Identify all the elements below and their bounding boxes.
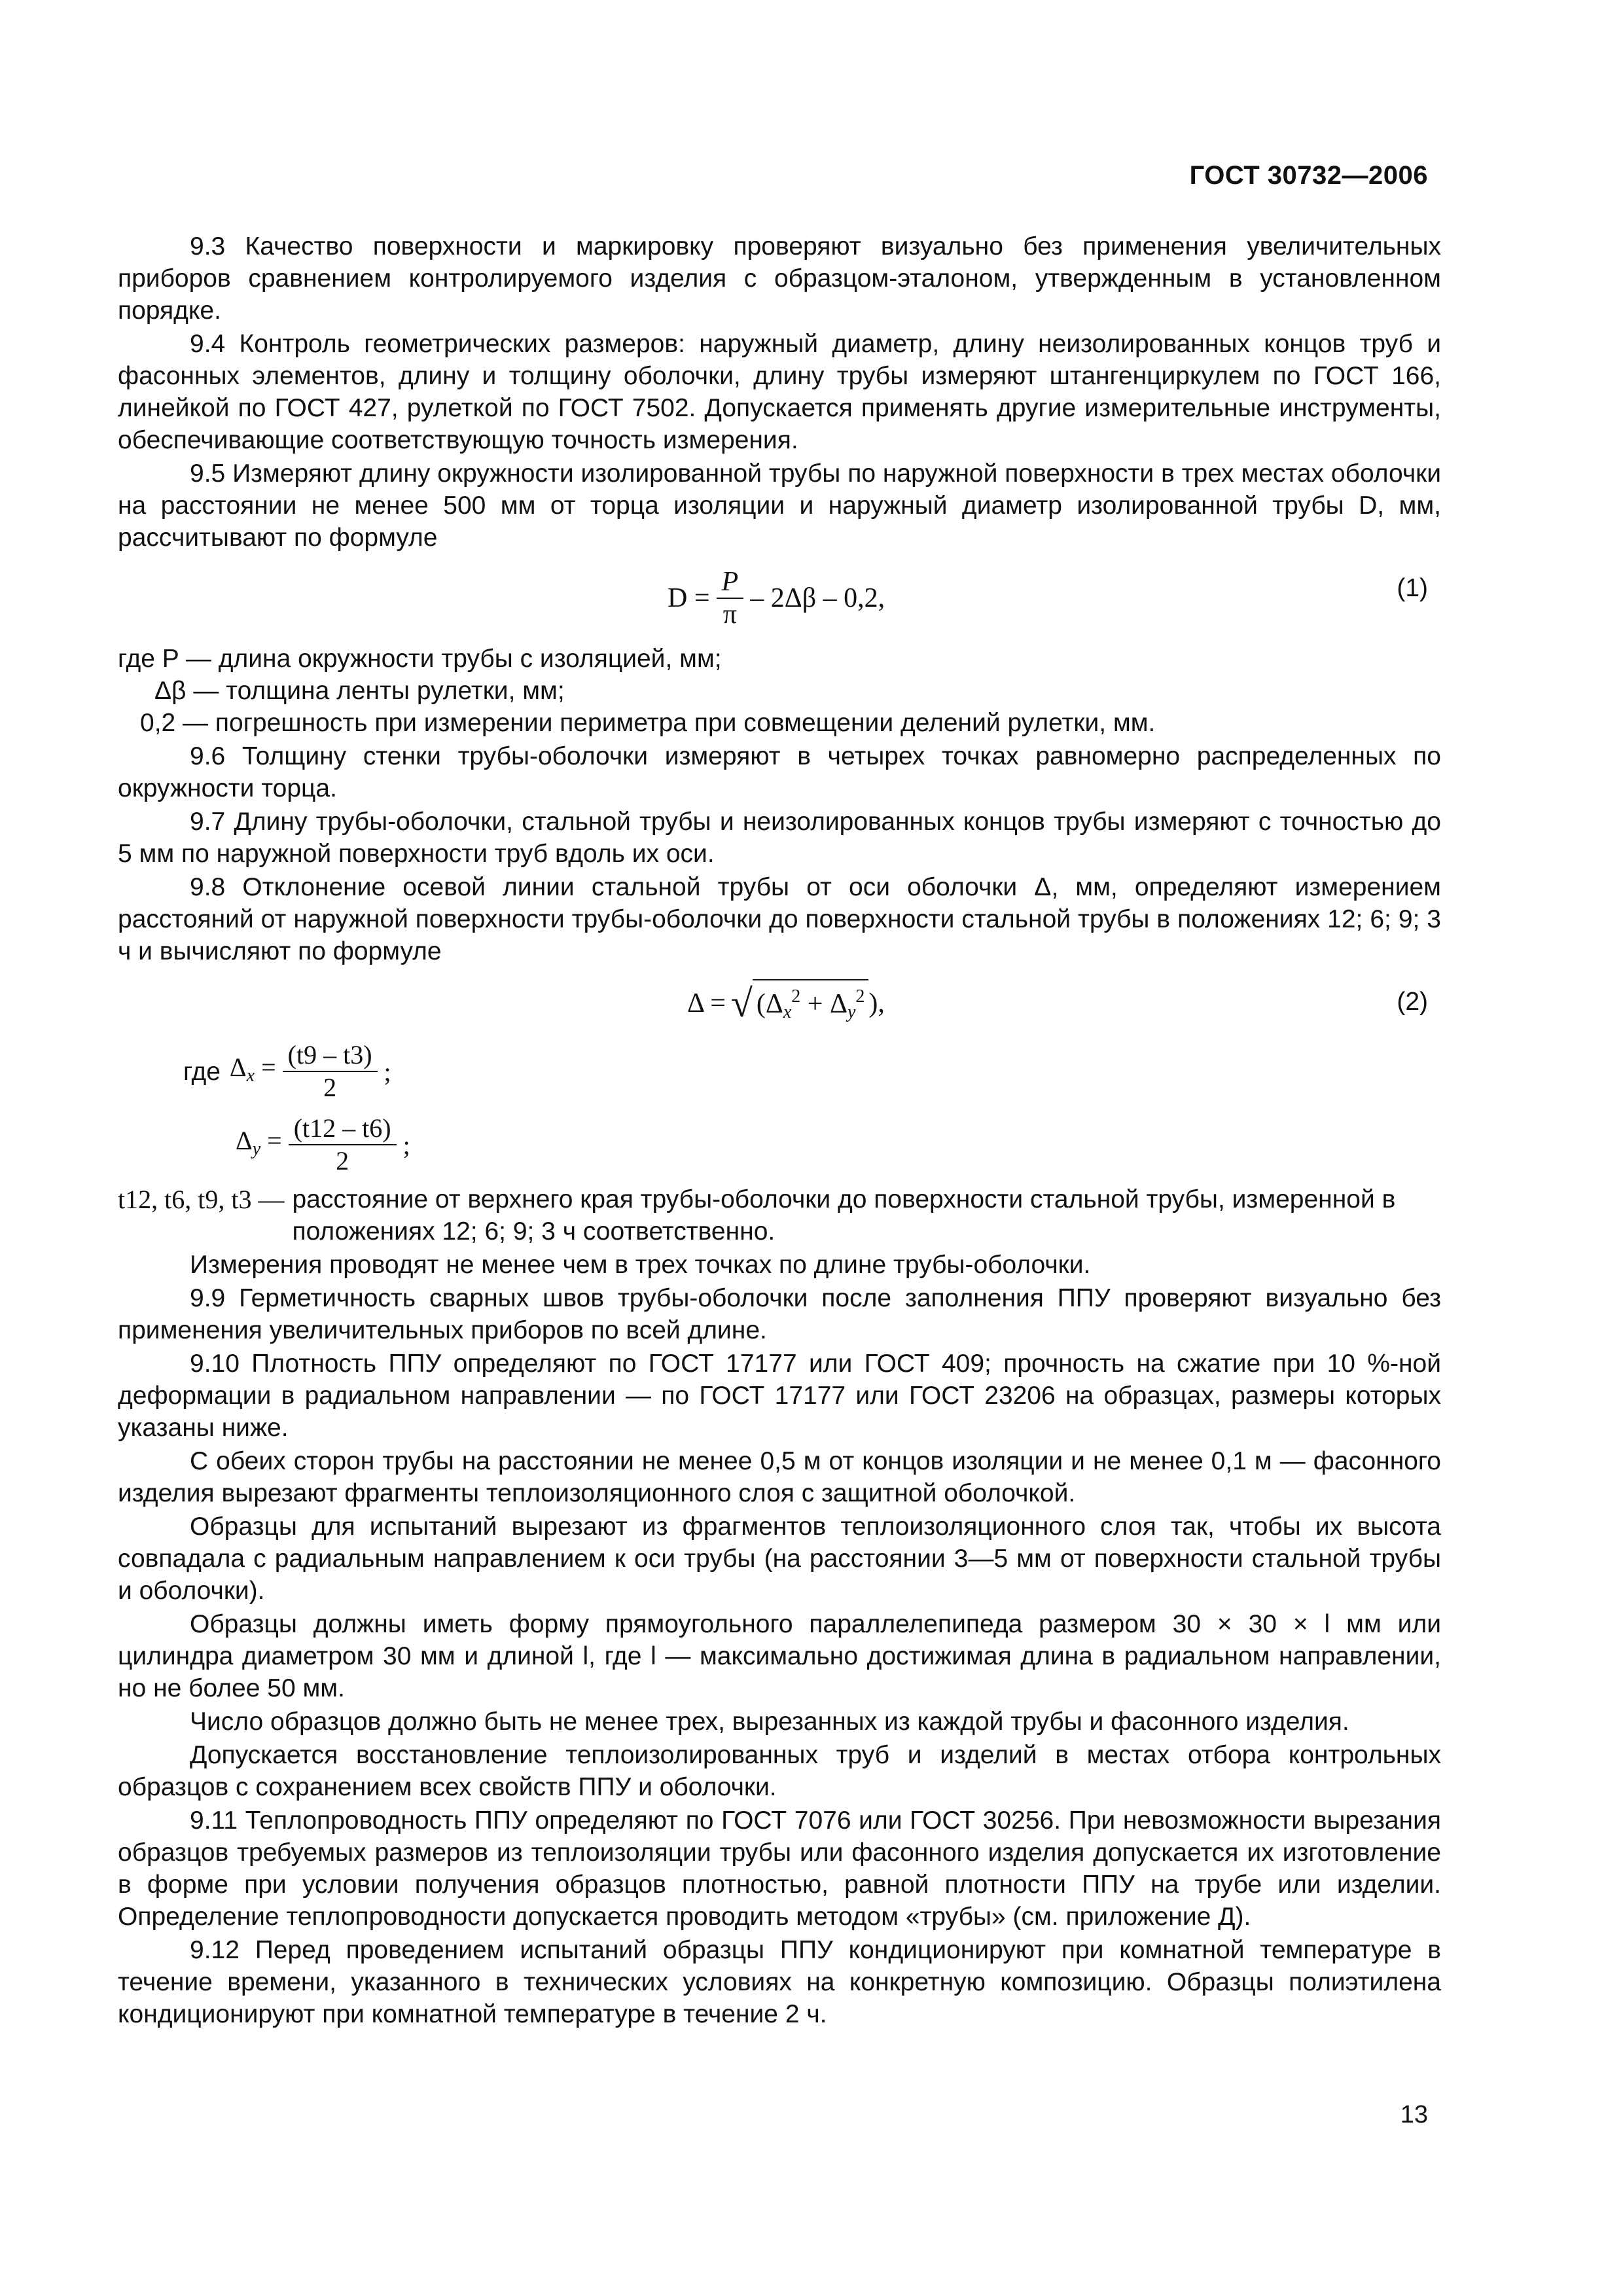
formula-1-number: (1) <box>1397 574 1428 602</box>
paragraph-9-9: 9.9 Герметичность сварных швов трубы-оболочки после заполнения ППУ проверяют визуально без применения увеличительных приборов по всей длине. <box>118 1284 1441 1344</box>
t-definition <box>118 1183 1441 1247</box>
paragraph-measurements: Измерения проводят не менее чем в трех точках по длине трубы-оболочки. <box>190 1251 1091 1279</box>
paragraph-9-4: 9.4 Контроль геометрических размеров: наружный диаметр, длину неизолированных концов труб и фасонных элементов, длину и толщину оболочки, длину трубы измеряют штангенциркулем по ГОСТ 166, линейкой по ГОСТ 427, рулеткой по ГОСТ 7502. Допускается применять другие измерительные инструменты, обеспечивающие соответствующую точность измерения. <box>118 330 1441 454</box>
formula-1 <box>118 560 1441 636</box>
formula-2-lhs: Δ = <box>687 988 726 1018</box>
delta-y-numerator: (t12 – t6) <box>289 1113 397 1145</box>
definition-p: где P — длина окружности трубы с изоляцией, мм; <box>118 645 722 673</box>
paragraph-9-5: 9.5 Измеряют длину окружности изолированной трубы по наружной поверхности в трех местах оболочки на расстоянии не менее 500 мм от торца изоляции и наружный диаметр изолированной трубы D, мм, рассчитывают по формуле <box>118 459 1441 552</box>
paragraph-9-3: 9.3 Качество поверхности и маркировку проверяют визуально без применения увеличительных приборов сравнением контролируемого изделия с образцом-эталоном, утвержденным в установленном порядке. <box>118 232 1441 325</box>
formula-1-rest: – 2Δβ – 0,2, <box>750 583 885 613</box>
t-definition-label: t12, t6, t9, t3 — <box>118 1185 285 1214</box>
paragraph-9-11: 9.11 Теплопроводность ППУ определяют по ГОСТ 7076 или ГОСТ 30256. При невозможности вырезания образцов требуемых размеров из теплоизоляции трубы или фасонного изделия допускается их изготовление в форме при условии получения образцов плотностью, равной плотности ППУ на трубе или изделии. Определение теплопроводности допускается проводить методом «трубы» (см. приложение Д). <box>118 1806 1441 1931</box>
definition-delta-beta: Δβ — толщина ленты рулетки, мм; <box>154 677 565 705</box>
formula-1-denominator: π <box>722 600 737 630</box>
paragraph-9-7: 9.7 Длину трубы-оболочки, стальной трубы и неизолированных концов трубы измеряют с точностью до 5 мм по наружной поверхности труб вдоль их оси. <box>118 808 1441 868</box>
paragraph-sample-shape: Образцы должны иметь форму прямоугольного параллелепипеда размером 30 × 30 × l мм или цилиндра диаметром 30 мм и длиной l, где l — максимально достижимая длина в радиальном направлении, но не более 50 мм. <box>118 1610 1441 1702</box>
paragraph-9-12: 9.12 Перед проведением испытаний образцы ППУ кондиционируют при комнатной температуре в течение времени, указанного в технических условиях на конкретную композицию. Образцы полиэтилена кондиционируют при комнатной температуре в течение 2 ч. <box>118 1936 1441 2028</box>
delta-y-denominator: 2 <box>336 1146 349 1175</box>
t-definition-text: расстояние от верхнего края трубы-оболочки до поверхности стальной трубы, измеренной в положениях 12; 6; 9; 3 ч соответственно. <box>292 1185 1396 1246</box>
formula-1-numerator: P <box>717 566 744 599</box>
formula-1-lhs: D = <box>668 583 710 613</box>
where-word: где <box>183 1057 221 1086</box>
formula-2-sqrt: √ ($\Delta_x^2 + \Delta_y^2$ <box>731 979 869 1028</box>
formula-1-definitions <box>118 643 1441 739</box>
paragraph-9-8: 9.8 Отклонение осевой линии стальной трубы от оси оболочки Δ, мм, определяют измерением расстояний от наружной поверхности трубы-оболочки до поверхности стальной трубы в положениях 12; 6; 9; 3 ч и вычисляют по формуле <box>118 873 1441 965</box>
page-number: 13 <box>1400 2101 1428 2128</box>
formula-1-fraction <box>717 566 744 630</box>
formula-2-rest: ), <box>868 988 885 1018</box>
formula-2 <box>118 974 1441 1033</box>
paragraph-samples: Образцы для испытаний вырезают из фрагментов теплоизоляционного слоя так, чтобы их высота совпадала с радиальным направлением к оси трубы (на расстоянии 3—5 мм от поверхности стальной трубы и оболочки). <box>118 1513 1441 1605</box>
paragraph-both-sides: С обеих сторон трубы на расстоянии не менее 0,5 м от концов изоляции и не менее 0,1 м — фасонного изделия вырезают фрагменты теплоизоляционного слоя с защитной оболочкой. <box>118 1447 1441 1507</box>
delta-y-fraction <box>289 1113 397 1177</box>
delta-x-fraction <box>283 1039 378 1103</box>
formula-2-number: (2) <box>1397 988 1428 1016</box>
delta-x-numerator: (t9 – t3) <box>283 1039 378 1072</box>
paragraph-9-6: 9.6 Толщину стенки трубы-оболочки измеряют в четырех точках равномерно распределенных по окружности торца. <box>118 742 1441 802</box>
definition-0-2: 0,2 — погрешность при измерении периметра при совмещении делений рулетки, мм. <box>140 709 1156 737</box>
delta-x-denominator: 2 <box>323 1073 337 1102</box>
paragraph-restore: Допускается восстановление теплоизолированных труб и изделий в местах отбора контрольных образцов с сохранением всех свойств ППУ и оболочки. <box>118 1741 1441 1801</box>
paragraph-9-10: 9.10 Плотность ППУ определяют по ГОСТ 17177 или ГОСТ 409; прочность на сжатие при 10 %-ной деформации в радиальном направлении — по ГОСТ 17177 или ГОСТ 23206 на образцах, размеры которых указаны ниже. <box>118 1350 1441 1442</box>
document-code: ГОСТ 30732—2006 <box>1189 161 1428 190</box>
paragraph-sample-count: Число образцов должно быть не менее трех, вырезанных из каждой трубы и фасонного изделия. <box>190 1708 1349 1736</box>
formula-2-where: где $\Delta_x$ = $\frac{(t9 - t3)}{2}$ ; $\Delta_y$ = $\frac{(t12 - t6)}{2}$ ; <box>183 1040 410 1175</box>
document-body <box>118 230 1441 2030</box>
